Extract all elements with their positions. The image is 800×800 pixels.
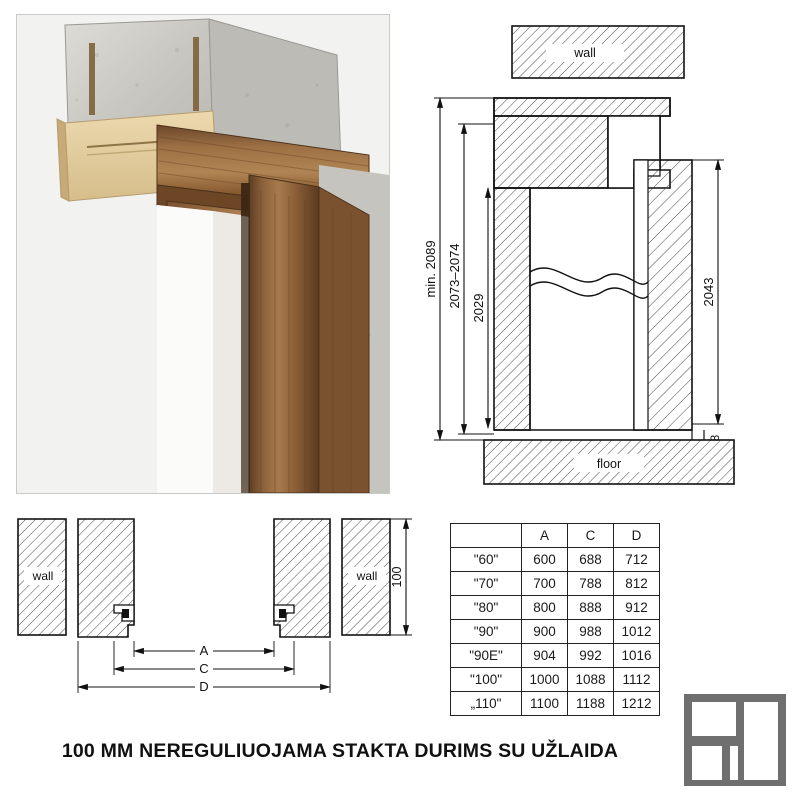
cell-c: 992 [568,644,614,668]
cell-c: 688 [568,548,614,572]
table-row [451,620,660,644]
cell-a: 700 [522,572,568,596]
row-label: "80" [451,596,522,620]
cell-a: 1000 [522,668,568,692]
vertical-section-drawing [398,10,790,495]
cell-a: 900 [522,620,568,644]
logo-mark [682,692,788,788]
plan-svg [10,505,435,705]
cell-a: 800 [522,596,568,620]
dimensions-table-panel [450,523,660,716]
cell-c: 1088 [568,668,614,692]
table-header-d: D [614,524,660,548]
table-header-a: A [522,524,568,548]
cell-d: 1016 [614,644,660,668]
company-logo [682,692,788,788]
cell-c: 988 [568,620,614,644]
table-header-c: C [568,524,614,548]
cell-d: 1112 [614,668,660,692]
table-row [451,692,660,716]
cell-a: 1100 [522,692,568,716]
dim-min-2089: min. 2089 [423,240,438,298]
page-title: 100 MM NEREGULIUOJAMA STAKTA DURIMS SU UŽLAIDA [61,740,619,762]
table-row [451,668,660,692]
row-label: "90" [451,620,522,644]
row-label: "70" [451,572,522,596]
row-label: "90E" [451,644,522,668]
cell-a: 600 [522,548,568,572]
dimensions-table [450,523,660,716]
cell-d: 812 [614,572,660,596]
table-row [451,596,660,620]
cell-d: 1012 [614,620,660,644]
horizontal-plan-drawing [10,505,435,705]
cell-a: 904 [522,644,568,668]
label-wall-left: wall [32,569,54,583]
cell-c: 1188 [568,692,614,716]
table-row [451,548,660,572]
dim-2073-2074: 2073–2074 [447,243,462,309]
cell-c: 788 [568,572,614,596]
table-row [451,644,660,668]
dim-c: C [199,661,209,676]
row-label: "100" [451,668,522,692]
label-floor: floor [596,457,622,471]
row-label: „110" [451,692,522,716]
cell-c: 888 [568,596,614,620]
table-row [451,572,660,596]
table-header-corner [451,524,522,548]
label-wall-top: wall [574,46,596,60]
door-frame-corner-photo [16,14,390,494]
cell-d: 712 [614,548,660,572]
section-svg [398,10,790,495]
dim-2043: 2043 [701,277,716,307]
label-wall-right: wall [356,569,378,583]
cell-d: 912 [614,596,660,620]
row-label: "60" [451,548,522,572]
photo-illustration [17,15,389,493]
dim-8: 8 [710,434,722,442]
dim-d: D [199,679,209,694]
dim-2029: 2029 [471,293,486,323]
dim-100: 100 [390,566,404,588]
dim-a: A [199,643,209,658]
table-header-row [451,524,660,548]
cell-d: 1212 [614,692,660,716]
